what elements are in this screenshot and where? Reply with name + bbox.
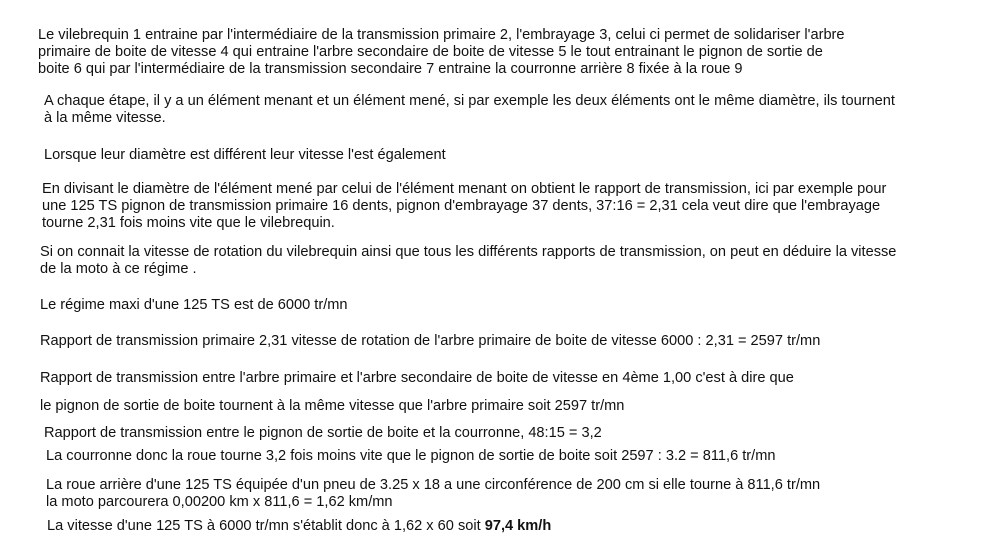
text-line: La roue arrière d'une 125 TS équipée d'un pneu de 3.25 x 18 a une circonférence de 200 cm si elle tourne à 811,6 tr/mn (46, 477, 821, 493)
paragraph-output-sprocket (40, 398, 624, 415)
paragraph-final-speed (47, 518, 551, 535)
text-line: Rapport de transmission primaire 2,31 vitesse de rotation de l'arbre primaire de boite de vitesse 6000 : 2,31 = 2597 tr/mn (40, 333, 821, 349)
text-line: une 125 TS pignon de transmission primaire 16 dents, pignon d'embrayage 37 dents, 37:16 = 2,31 cela veut dire que l'embrayage (42, 198, 881, 214)
text-line: tourne 2,31 fois moins vite que le vilebrequin. (42, 215, 335, 231)
paragraph-final-ratio (44, 425, 602, 442)
text-line: La courronne donc la roue tourne 3,2 fois moins vite que le pignon de sortie de boite soit 2597 : 3.2 = 811,6 tr/mn (46, 448, 776, 464)
paragraph-gearbox-ratio (40, 370, 794, 387)
final-speed-text: La vitesse d'une 125 TS à 6000 tr/mn s'établit donc à 1,62 x 60 soit (47, 518, 485, 534)
text-line: Si on connait la vitesse de rotation du vilebrequin ainsi que tous les différents rapports de transmission, on peut en déduire la vitesse (40, 244, 897, 260)
text-line: boite 6 qui par l'intermédiaire de la transmission secondaire 7 entraine la courronne arrière 8 fixée à la roue 9 (38, 61, 743, 77)
text-line: Le régime maxi d'une 125 TS est de 6000 tr/mn (40, 297, 348, 313)
text-line: Rapport de transmission entre le pignon de sortie de boite et la courronne, 48:15 = 3,2 (44, 425, 602, 441)
paragraph-menant-mene (44, 93, 895, 127)
paragraph-deduce-speed (40, 244, 896, 278)
paragraph-wheel-speed (46, 448, 775, 465)
text-line: Rapport de transmission entre l'arbre primaire et l'arbre secondaire de boite de vitesse en 4ème 1,00 c'est à dire que (40, 370, 794, 386)
text-line: de la moto à ce régime . (40, 261, 197, 277)
paragraph-regime-maxi (40, 297, 348, 314)
text-line: En divisant le diamètre de l'élément mené par celui de l'élément menant on obtient le rapport de transmission, ici par exemple pour (42, 181, 887, 197)
text-line: A chaque étape, il y a un élément menant et un élément mené, si par exemple les deux éléments ont le même diamètre, ils tournent (44, 93, 895, 109)
text-line: le pignon de sortie de boite tournent à la même vitesse que l'arbre primaire soit 2597 tr/mn (40, 398, 625, 414)
text-line: primaire de boite de vitesse 4 qui entraine l'arbre secondaire de boite de vitesse 5 le tout entrainant le pignon de sortie de (38, 44, 823, 60)
paragraph-diameter-diff (44, 147, 446, 164)
paragraph-ratio-explanation (42, 181, 886, 232)
paragraph-primary-ratio (40, 333, 820, 350)
paragraph-tyre-distance (46, 477, 820, 511)
text-line: Le vilebrequin 1 entraine par l'intermédiaire de la transmission primaire 2, l'embrayage 3, celui ci permet de solidariser l'arbre (38, 27, 845, 43)
text-line: à la même vitesse. (44, 110, 166, 126)
paragraph-transmission-chain (38, 27, 845, 78)
final-speed-result: 97,4 km/h (484, 518, 552, 534)
text-line: la moto parcourera 0,00200 km x 811,6 = 1,62 km/mn (46, 494, 393, 510)
text-line: Lorsque leur diamètre est différent leur vitesse l'est également (44, 147, 446, 163)
